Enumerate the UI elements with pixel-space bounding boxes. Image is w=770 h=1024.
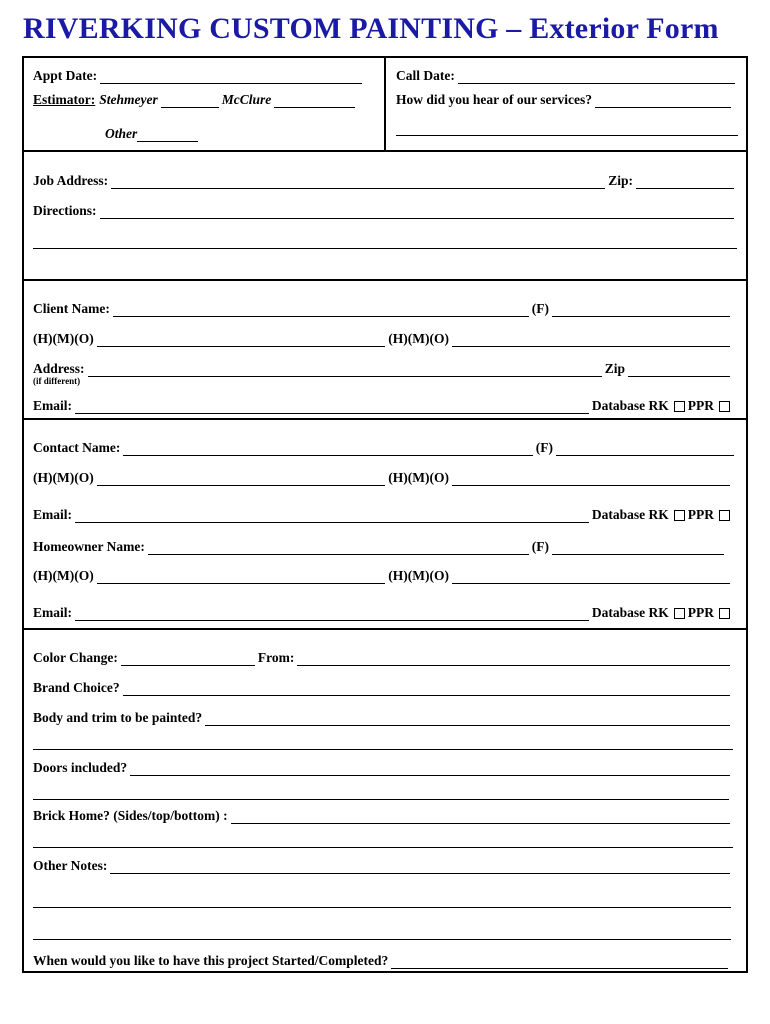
call-date-row [396,66,738,84]
brand-row [33,678,733,696]
homeowner-phone1-field[interactable] [97,570,386,584]
homeowner-phone2-label: (H)(M)(O) [388,568,449,583]
notes-row-3 [33,922,731,940]
client-address-row [33,359,733,377]
body-trim-field[interactable] [205,712,730,726]
estimator-label: Estimator: [33,92,96,107]
homeowner-fax-label: (F) [531,539,549,554]
contact-name-label: Contact Name: [33,440,121,455]
body-trim-label: Body and trim to be painted? [33,710,203,725]
referral-row [396,90,734,108]
referral-label: How did you hear of our services? [396,92,593,107]
body-trim-row [33,708,733,726]
job-zip-field[interactable] [636,175,734,189]
notes-field-3[interactable] [33,926,731,940]
homeowner-rk-checkbox[interactable] [674,608,685,619]
contact-fax-label: (F) [535,440,553,455]
estimator-stehmeyer-label: Stehmeyer [99,92,158,107]
doors-field[interactable] [130,762,730,776]
client-fax-label: (F) [531,301,549,316]
timeline-field[interactable] [391,955,728,969]
homeowner-ppr-label: PPR [687,605,714,620]
contact-fax-field[interactable] [556,442,734,456]
directions-field-2[interactable] [33,235,737,249]
contact-ppr-label: PPR [687,507,714,522]
color-change-field[interactable] [121,652,255,666]
estimator-other-field[interactable] [137,128,198,142]
if-different-note: (if different) [33,376,81,386]
contact-ppr-checkbox[interactable] [719,510,730,521]
client-phone-row [33,329,733,347]
job-address-field[interactable] [111,175,605,189]
timeline-row [33,951,731,969]
directions-field[interactable] [100,205,735,219]
estimator-other-label: Other [105,126,138,141]
doors-row-2 [33,782,729,800]
job-zip-label: Zip: [608,173,633,188]
brick-row [33,806,733,824]
contact-phone-row [33,468,733,486]
client-address-field[interactable] [88,363,602,377]
client-name-field[interactable] [113,303,529,317]
client-email-label: Email: [33,398,72,413]
brick-row-2 [33,830,733,848]
client-database-label: Database RK [591,398,669,413]
brick-field[interactable] [231,810,730,824]
section-divider [384,56,386,152]
notes-field-2[interactable] [33,894,731,908]
client-rk-checkbox[interactable] [674,401,685,412]
homeowner-email-row [33,603,733,621]
form-title: RIVERKING CUSTOM PAINTING – Exterior Form [23,12,719,45]
contact-database-label: Database RK [591,507,669,522]
contact-rk-checkbox[interactable] [674,510,685,521]
client-email-row [33,396,733,414]
color-change-label: Color Change: [33,650,118,665]
client-phone2-field[interactable] [452,333,730,347]
body-trim-row-2 [33,732,733,750]
homeowner-phone1-label: (H)(M)(O) [33,568,94,583]
referral-field[interactable] [595,94,731,108]
appt-date-label: Appt Date: [33,68,98,83]
client-name-row [33,299,733,317]
referral-row-2 [396,118,738,136]
client-phone2-label: (H)(M)(O) [388,331,449,346]
homeowner-database-label: Database RK [591,605,669,620]
directions-label: Directions: [33,203,97,218]
estimator-mcclure-label: McClure [221,92,272,107]
doors-label: Doors included? [33,760,128,775]
job-address-row [33,171,737,189]
brick-label: Brick Home? (Sides/top/bottom) : [33,808,228,823]
estimator-mcclure-field[interactable] [274,94,355,108]
appt-date-row [33,66,365,84]
color-change-row [33,648,733,666]
contact-email-field[interactable] [75,509,589,523]
homeowner-fax-field[interactable] [552,541,724,555]
directions-row [33,201,737,219]
client-email-field[interactable] [75,400,589,414]
timeline-label: When would you like to have this project Started/Completed? [33,953,389,968]
appt-date-field[interactable] [100,70,362,84]
client-ppr-checkbox[interactable] [719,401,730,412]
body-trim-field-2[interactable] [33,736,733,750]
client-ppr-label: PPR [687,398,714,413]
brand-label: Brand Choice? [33,680,120,695]
job-address-label: Job Address: [33,173,109,188]
call-date-field[interactable] [458,70,735,84]
homeowner-email-field[interactable] [75,607,589,621]
contact-phone2-field[interactable] [452,472,730,486]
homeowner-name-label: Homeowner Name: [33,539,145,554]
homeowner-phone2-field[interactable] [452,570,730,584]
notes-row [33,856,733,874]
contact-name-field[interactable] [123,442,532,456]
notes-label: Other Notes: [33,858,108,873]
contact-email-label: Email: [33,507,72,522]
contact-phone1-field[interactable] [97,472,386,486]
notes-field[interactable] [110,860,730,874]
doors-field-2[interactable] [33,786,729,800]
homeowner-phone-row [33,566,733,584]
contact-phone1-label: (H)(M)(O) [33,470,94,485]
homeowner-name-field[interactable] [148,541,529,555]
homeowner-email-label: Email: [33,605,72,620]
client-name-label: Client Name: [33,301,110,316]
client-phone1-label: (H)(M)(O) [33,331,94,346]
call-date-label: Call Date: [396,68,455,83]
notes-row-2 [33,890,731,908]
contact-phone2-label: (H)(M)(O) [388,470,449,485]
homeowner-ppr-checkbox[interactable] [719,608,730,619]
client-phone1-field[interactable] [97,333,386,347]
color-from-label: From: [257,650,295,665]
referral-field-2[interactable] [396,122,738,136]
estimator-row [33,90,358,108]
homeowner-name-row [33,537,727,555]
estimator-stehmeyer-field[interactable] [161,94,219,108]
contact-name-row [33,438,737,456]
client-fax-field[interactable] [552,303,730,317]
doors-row [33,758,733,776]
brick-field-2[interactable] [33,834,733,848]
client-zip-label: Zip [604,361,625,376]
client-address-label: Address: [33,361,85,376]
color-from-field[interactable] [297,652,730,666]
contact-email-row [33,505,733,523]
estimator-other-row [105,124,201,142]
client-zip-field[interactable] [628,363,730,377]
brand-field[interactable] [123,682,730,696]
directions-row-2 [33,231,737,249]
